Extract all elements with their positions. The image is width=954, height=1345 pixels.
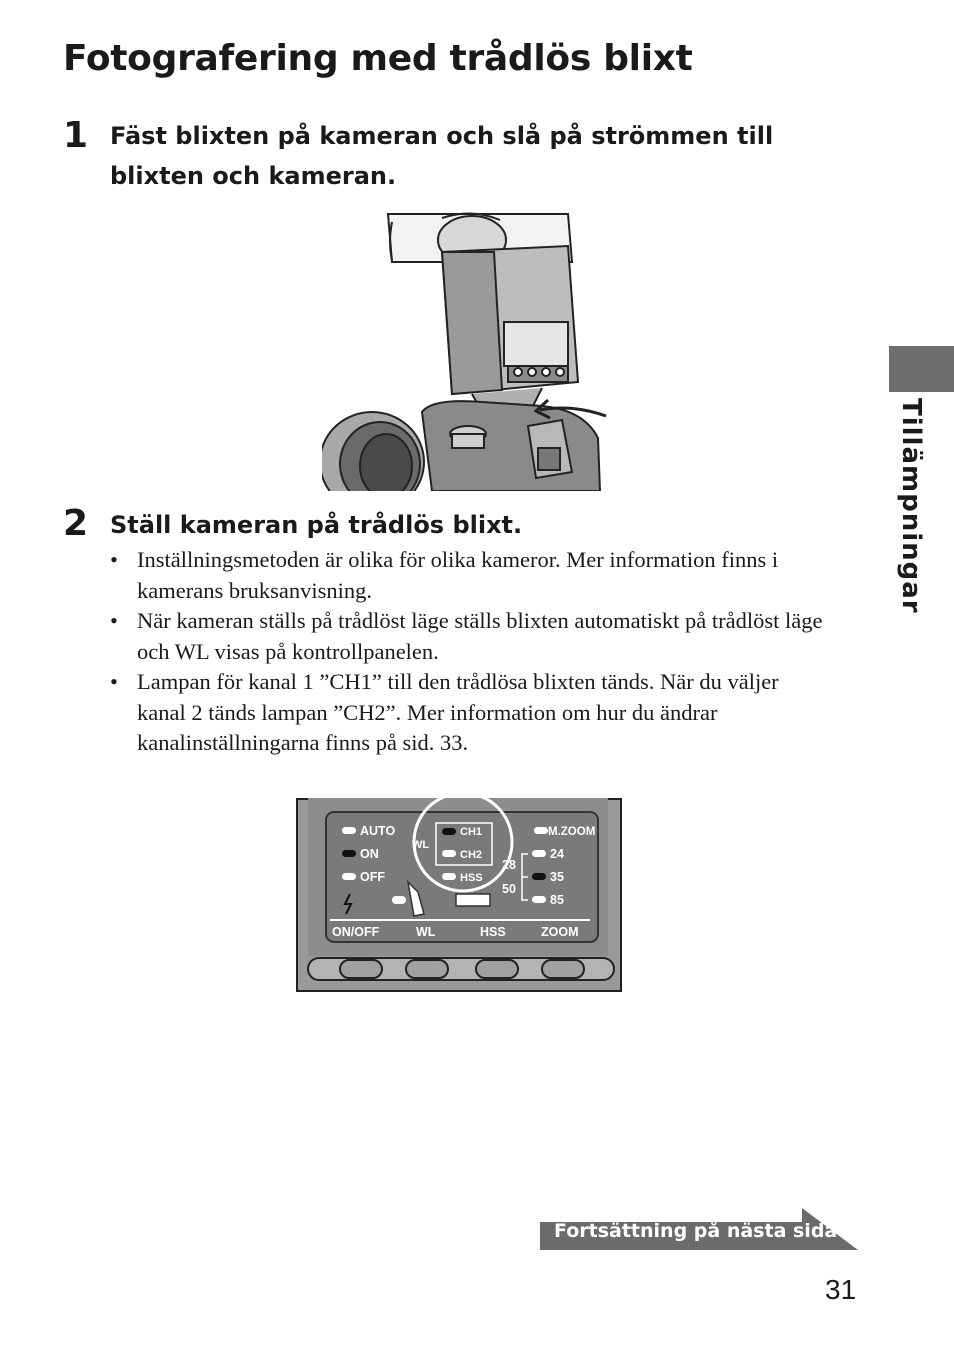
label-ch1: CH1 <box>460 826 483 838</box>
label-35: 35 <box>550 870 564 884</box>
section-tab <box>889 346 954 392</box>
onoff-button[interactable] <box>340 960 382 978</box>
instruction-list <box>110 545 830 759</box>
label-off: OFF <box>360 870 385 884</box>
step-1-heading: Fäst blixten på kameran och slå på strömmen till blixten och kameran. <box>110 122 774 190</box>
section-label: Tillämpningar <box>896 398 926 614</box>
label-zoom-button: ZOOM <box>541 925 579 939</box>
label-auto: AUTO <box>360 824 396 838</box>
label-24: 24 <box>550 847 564 861</box>
page-title: Fotografering med trådlös blixt <box>63 38 693 79</box>
wl-button[interactable] <box>406 960 448 978</box>
flash-camera-illustration <box>322 212 608 491</box>
label-28: 28 <box>502 858 516 872</box>
step-2-number: 2 <box>63 503 89 544</box>
list-item: • Inställningsmetoden är olika för olika kameror. Mer information finns i kamerans bruksanvisning. <box>110 547 779 603</box>
label-ch2: CH2 <box>460 849 483 861</box>
label-hss: HSS <box>460 872 483 884</box>
label-hss-button: HSS <box>480 925 506 939</box>
bullet-icon: • <box>110 547 118 572</box>
continue-banner <box>540 1208 860 1251</box>
label-wl: WL <box>412 839 430 851</box>
label-85: 85 <box>550 893 564 907</box>
continue-label: Fortsättning på nästa sida <box>554 1220 838 1242</box>
label-wl-button: WL <box>416 925 436 939</box>
step-2-heading: Ställ kameran på trådlös blixt. <box>110 511 523 539</box>
battery-icon <box>456 894 490 906</box>
list-item: • När kameran ställs på trådlöst läge ställs blixten automatiskt på trådlöst läge och WL visas på kontrollpanelen. <box>110 608 823 664</box>
bullet-icon: • <box>110 608 118 633</box>
hss-button[interactable] <box>476 960 518 978</box>
label-on: ON <box>360 847 379 861</box>
list-item: • Lampan för kanal 1 ”CH1” till den trådlösa blixten tänds. När du väljer kanal 2 tänds lampan ”CH2”. Mer information om hur du ändrar kanalinställningarna finns på sid. 33. <box>110 669 779 755</box>
page-number: 31 <box>825 1274 857 1305</box>
bullet-icon: • <box>110 669 118 694</box>
label-onoff: ON/OFF <box>332 925 380 939</box>
label-50: 50 <box>502 882 516 896</box>
zoom-button[interactable] <box>542 960 584 978</box>
label-mzoom: M.ZOOM <box>548 826 596 838</box>
control-panel-illustration <box>296 798 622 992</box>
step-1-number: 1 <box>63 115 89 156</box>
